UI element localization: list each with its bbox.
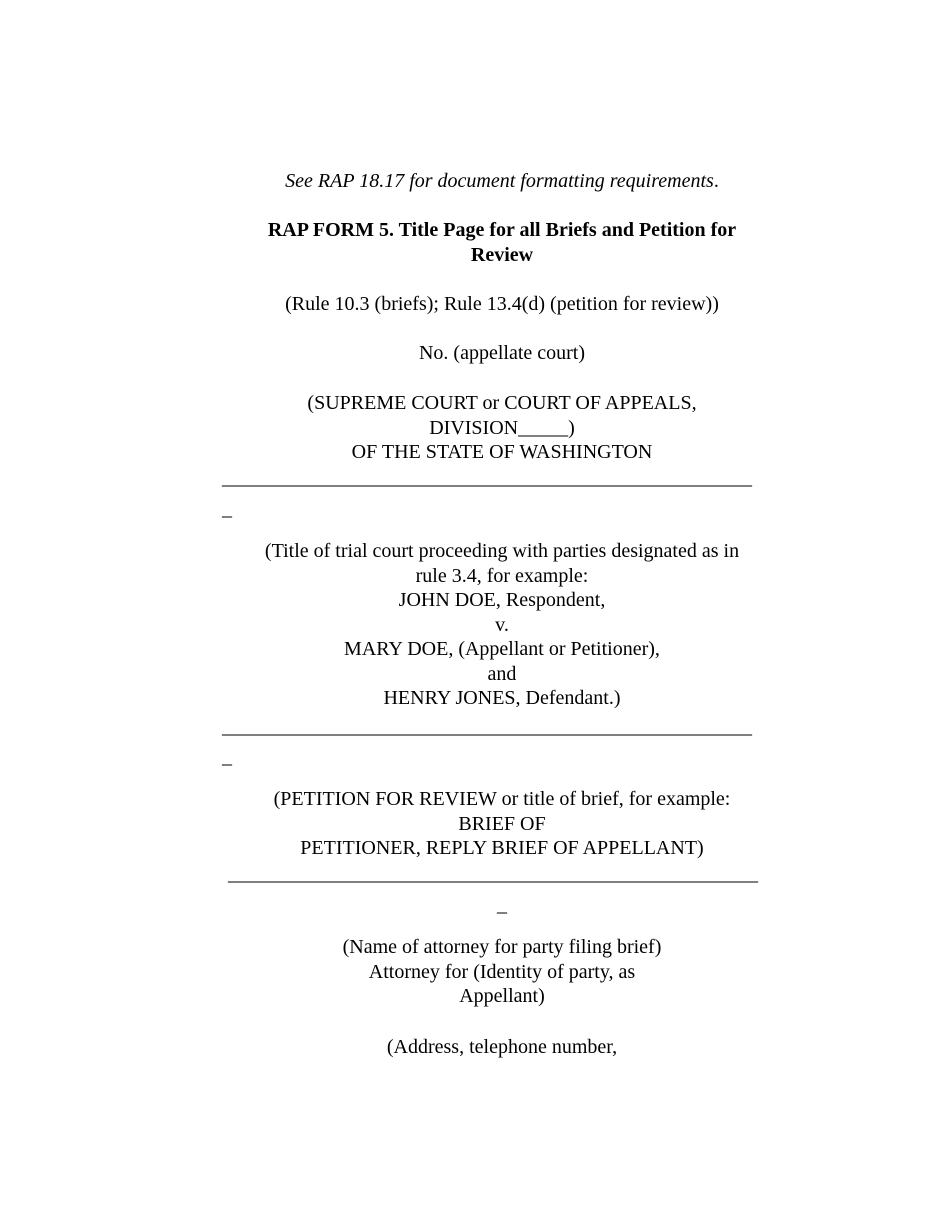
attorney-line-1: (Name of attorney for party filing brief): [342, 936, 662, 958]
trial-title-block: [232, 539, 772, 711]
form-title-line-2: Review: [470, 243, 534, 266]
separator-tail-1: _: [222, 498, 232, 520]
trial-line-6: and: [487, 662, 517, 685]
separator-rule-2: _____________________________________________________: [222, 716, 752, 738]
formatting-note: [232, 169, 772, 194]
formatting-note-text: See RAP 18.17 for document formatting requirements: [285, 170, 714, 192]
court-line-2: DIVISION_____): [429, 416, 575, 439]
trial-line-3: JOHN DOE, Respondent,: [398, 589, 606, 611]
address-line-1: (Address, telephone number,: [386, 1036, 618, 1058]
form-title-line-1: RAP FORM 5. Title Page for all Briefs and Petition for: [267, 219, 737, 241]
court-block: [232, 391, 772, 465]
trial-line-1: (Title of trial court proceeding with parties designated as in: [264, 540, 740, 562]
attorney-line-2: Attorney for (Identity of party, as: [368, 960, 636, 983]
address-block: [232, 1035, 772, 1060]
separator-tail-2: _: [222, 746, 232, 768]
form-title: [232, 218, 772, 267]
brief-title-block: [232, 787, 772, 861]
separator-rule-3: _____________________________________________________: [228, 863, 758, 885]
trial-line-4: v.: [495, 613, 509, 636]
separator-tail-3: _: [497, 894, 507, 916]
rule-reference: (Rule 10.3 (briefs); Rule 13.4(d) (petition for review)): [285, 293, 719, 315]
attorney-block: [232, 935, 772, 1009]
formatting-note-period: .: [713, 170, 719, 192]
court-line-1: (SUPREME COURT or COURT OF APPEALS,: [307, 392, 697, 414]
trial-line-2: rule 3.4, for example:: [415, 564, 589, 587]
trial-line-5: MARY DOE, (Appellant or Petitioner),: [344, 638, 660, 660]
brief-line-3: PETITIONER, REPLY BRIEF OF APPELLANT): [300, 837, 704, 859]
attorney-line-3: Appellant): [459, 985, 545, 1007]
brief-line-1: (PETITION FOR REVIEW or title of brief, for example:: [273, 788, 731, 810]
separator-rule-1: _____________________________________________________: [222, 467, 752, 489]
case-number: No. (appellate court): [418, 342, 586, 364]
court-line-3: OF THE STATE OF WASHINGTON: [351, 441, 653, 463]
trial-line-7: HENRY JONES, Defendant.): [383, 687, 621, 709]
brief-line-2: BRIEF OF: [458, 812, 546, 835]
